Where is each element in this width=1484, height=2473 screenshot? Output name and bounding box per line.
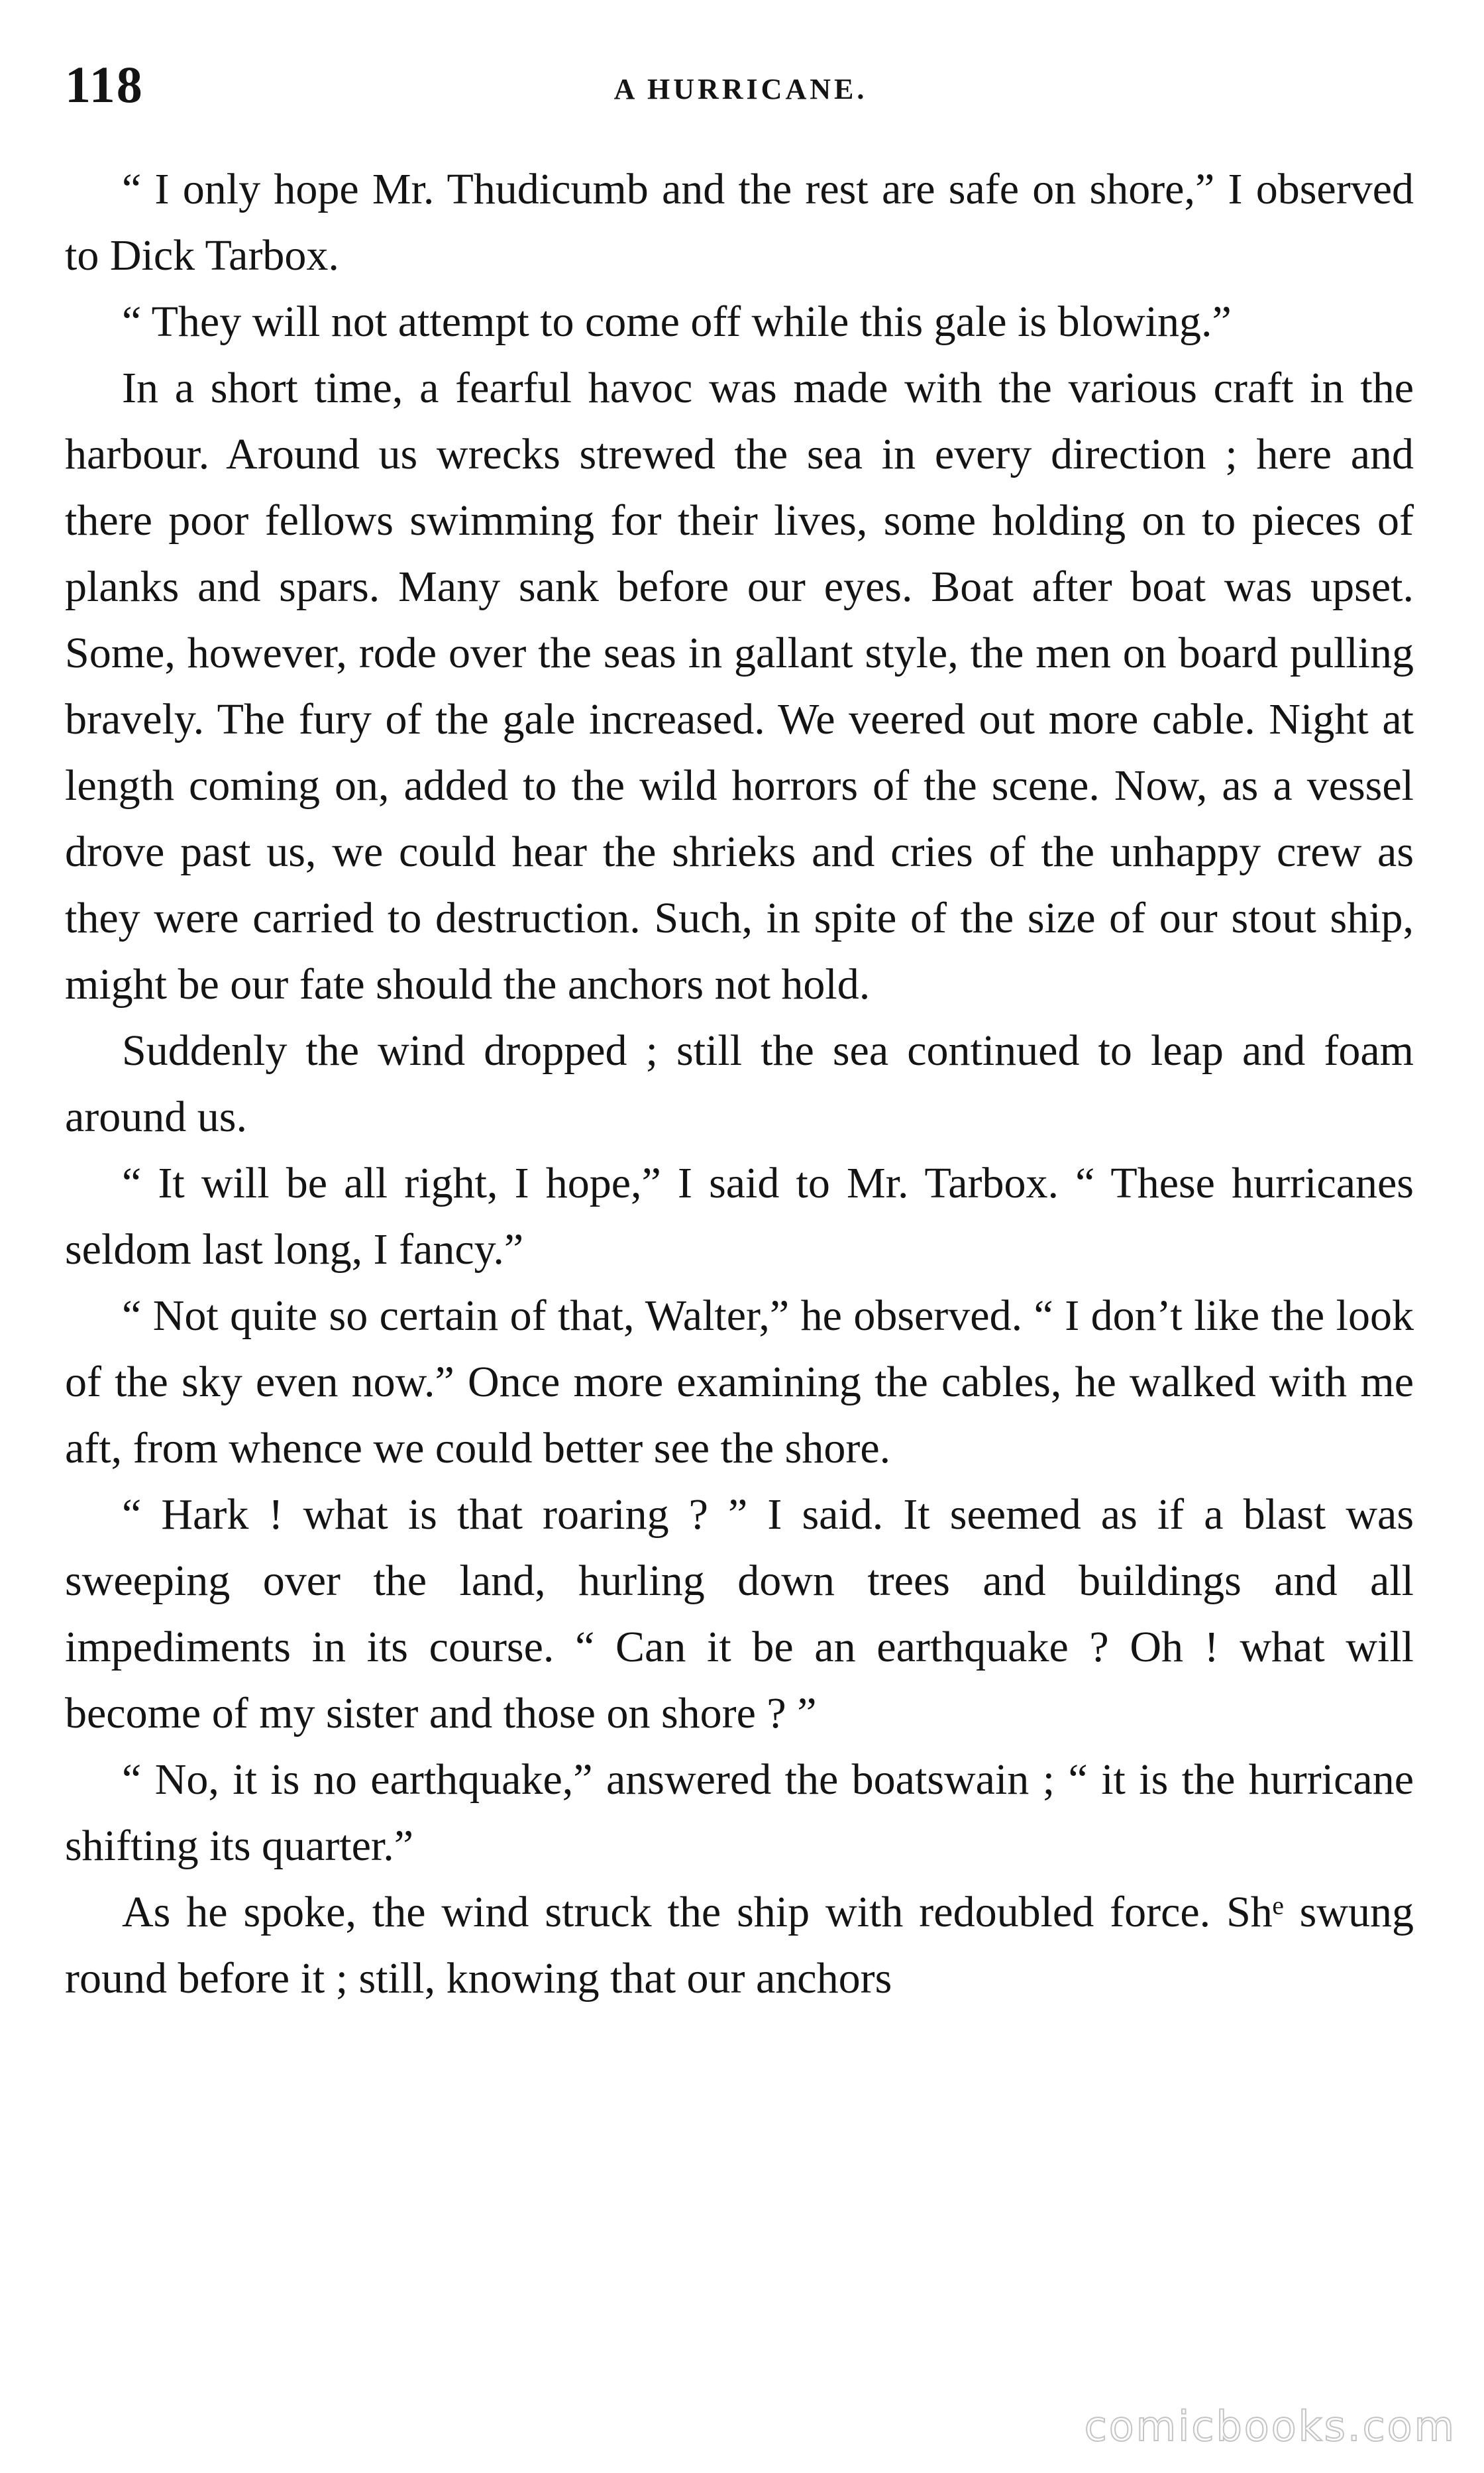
paragraph: “ They will not attempt to come off while this gale is blowing.” <box>122 298 1232 346</box>
paragraph: “ I only hope Mr. Thudicumb and the rest are safe on shore,” I observed to Dick Tarbox. <box>65 165 1414 280</box>
paragraph: Suddenly the wind dropped ; still the sea continued to leap and foam around us. <box>65 1026 1414 1141</box>
paragraph: “ No, it is no earthquake,” answered the boatswain ; “ it is the hurricane shifting its quarter.” <box>65 1755 1414 1870</box>
paragraph: “ It will be all right, I hope,” I said to Mr. Tarbox. “ These hurricanes seldom last long, I fancy.” <box>65 1159 1414 1274</box>
body-text <box>65 156 1414 2012</box>
paragraph: “ Not quite so certain of that, Walter,” he observed. “ I don’t like the look of the sky even now.” Once more examining the cables, he walked with me aft, from whence we could better see the shore. <box>65 1291 1414 1472</box>
chapter-title: A HURRICANE. <box>613 73 868 105</box>
watermark: comicbooks.com <box>1084 2402 1456 2450</box>
paragraph: In a short time, a fearful havoc was made with the various craft in the harbour. Around us wrecks strewed the sea in every direction ; here and there poor fellows swimming for their lives, some holding on to pieces of planks and spars. Many sank before our eyes. Boat after boat was upset. Some, however, rode over the seas in gallant style, the men on board pulling bravely. The fury of the gale increased. We veered out more cable. Night at length coming on, added to the wild horrors of the scene. Now, as a vessel drove past us, we could hear the shrieks and cries of the unhappy crew as they were carried to destruction. Such, in spite of the size of our stout ship, might be our fate should the anchors not hold. <box>65 364 1414 1009</box>
paragraph: As he spoke, the wind struck the ship with redoubled force. Shᵉ swung round before it ; still, knowing that our anchors <box>65 1888 1414 2003</box>
paragraph: “ Hark ! what is that roaring ? ” I said. It seemed as if a blast was sweeping over the land, hurling down trees and buildings and all impediments in its course. “ Can it be an earthquake ? Oh ! what will become of my sister and those on shore ? ” <box>65 1490 1414 1737</box>
running-head <box>65 52 1416 118</box>
page-number: 118 <box>65 56 144 113</box>
